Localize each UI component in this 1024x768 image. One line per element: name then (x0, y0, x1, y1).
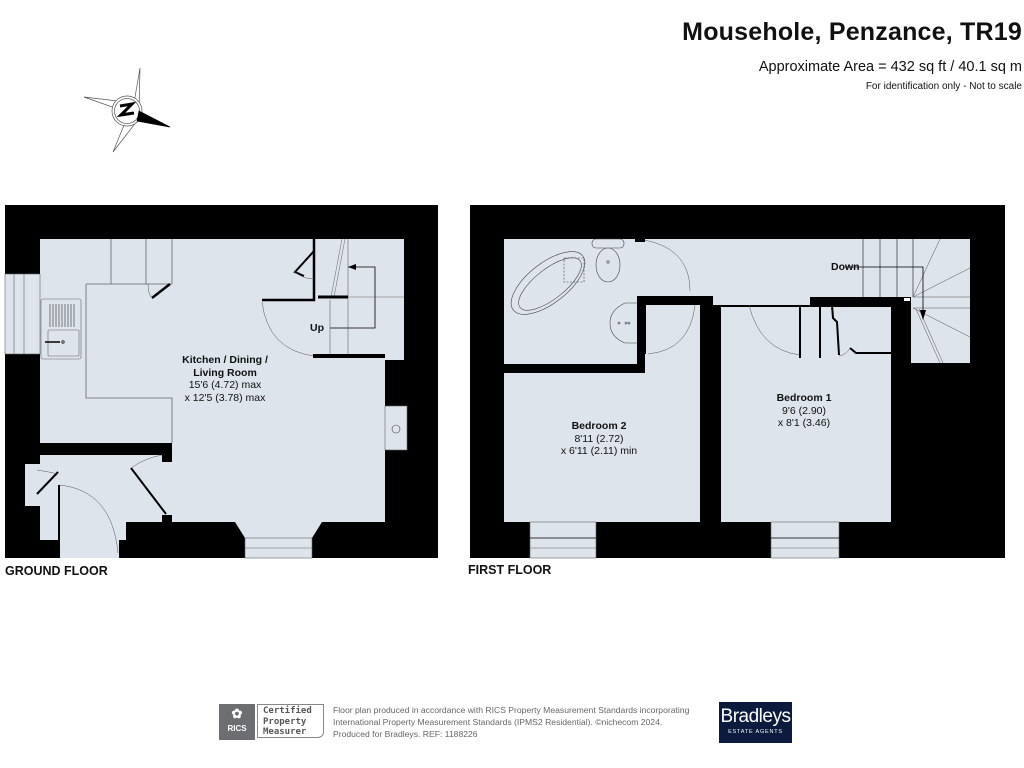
footer-line-2: International Property Measurement Standards (IPMS2 Residential). ©nichecom 2024. (333, 717, 663, 727)
rics-logo (219, 704, 255, 740)
room-dimension: x 6'11 (2.11) min (560, 445, 638, 457)
rics-emblem-icon: ✿ (231, 706, 243, 721)
compass-north-icon (84, 68, 170, 152)
footer-line-1: Floor plan produced in accordance with RICS Property Measurement Standards incorporating (333, 705, 690, 715)
rics-line-1: Certified (263, 706, 312, 716)
brand-subtitle: ESTATE AGENTS (728, 729, 783, 735)
footer-disclaimer (333, 704, 689, 740)
room-name-line2: Living Room (193, 366, 257, 379)
room-label-bedroom-1 (777, 392, 832, 430)
kitchen-sink-icon (41, 299, 81, 359)
room-dimension: 8'11 (2.72) (574, 432, 624, 445)
stairs-up-label: Up (310, 322, 324, 334)
room-dimension: x 12'5 (3.78) max (184, 391, 266, 404)
room-name: Bedroom 2 (571, 420, 627, 432)
brand-name: Bradleys (720, 706, 791, 727)
rics-line-3: Measurer (263, 727, 307, 737)
scale-note: For identification only - Not to scale (865, 81, 1022, 92)
room-dimension: x 8'1 (3.46) (777, 417, 831, 429)
certified-measurer-text (257, 704, 324, 738)
room-label-bedroom-2 (561, 420, 637, 458)
footer-line-3: Produced for Bradleys. REF: 1188226 (333, 729, 478, 739)
bradleys-logo (719, 702, 792, 743)
rics-badge (219, 704, 326, 740)
page-title: Mousehole, Penzance, TR19 (682, 18, 1022, 46)
first-floor-label: FIRST FLOOR (468, 563, 552, 577)
room-name: Bedroom 1 (776, 392, 832, 404)
room-label-kitchen (182, 354, 268, 404)
ground-floor-label: GROUND FLOOR (5, 564, 108, 578)
rics-logo-text: RICS (227, 724, 247, 733)
first-floor-plan (470, 205, 1005, 558)
room-name: Kitchen / Dining / (182, 354, 268, 366)
rics-line-2: Property (263, 716, 307, 727)
room-dimension: 15'6 (4.72) max (188, 379, 262, 391)
approximate-area: Approximate Area = 432 sq ft / 40.1 sq m (758, 59, 1022, 75)
stairs-down-label: Down (831, 261, 860, 273)
room-dimension: 9'6 (2.90) (781, 404, 827, 417)
